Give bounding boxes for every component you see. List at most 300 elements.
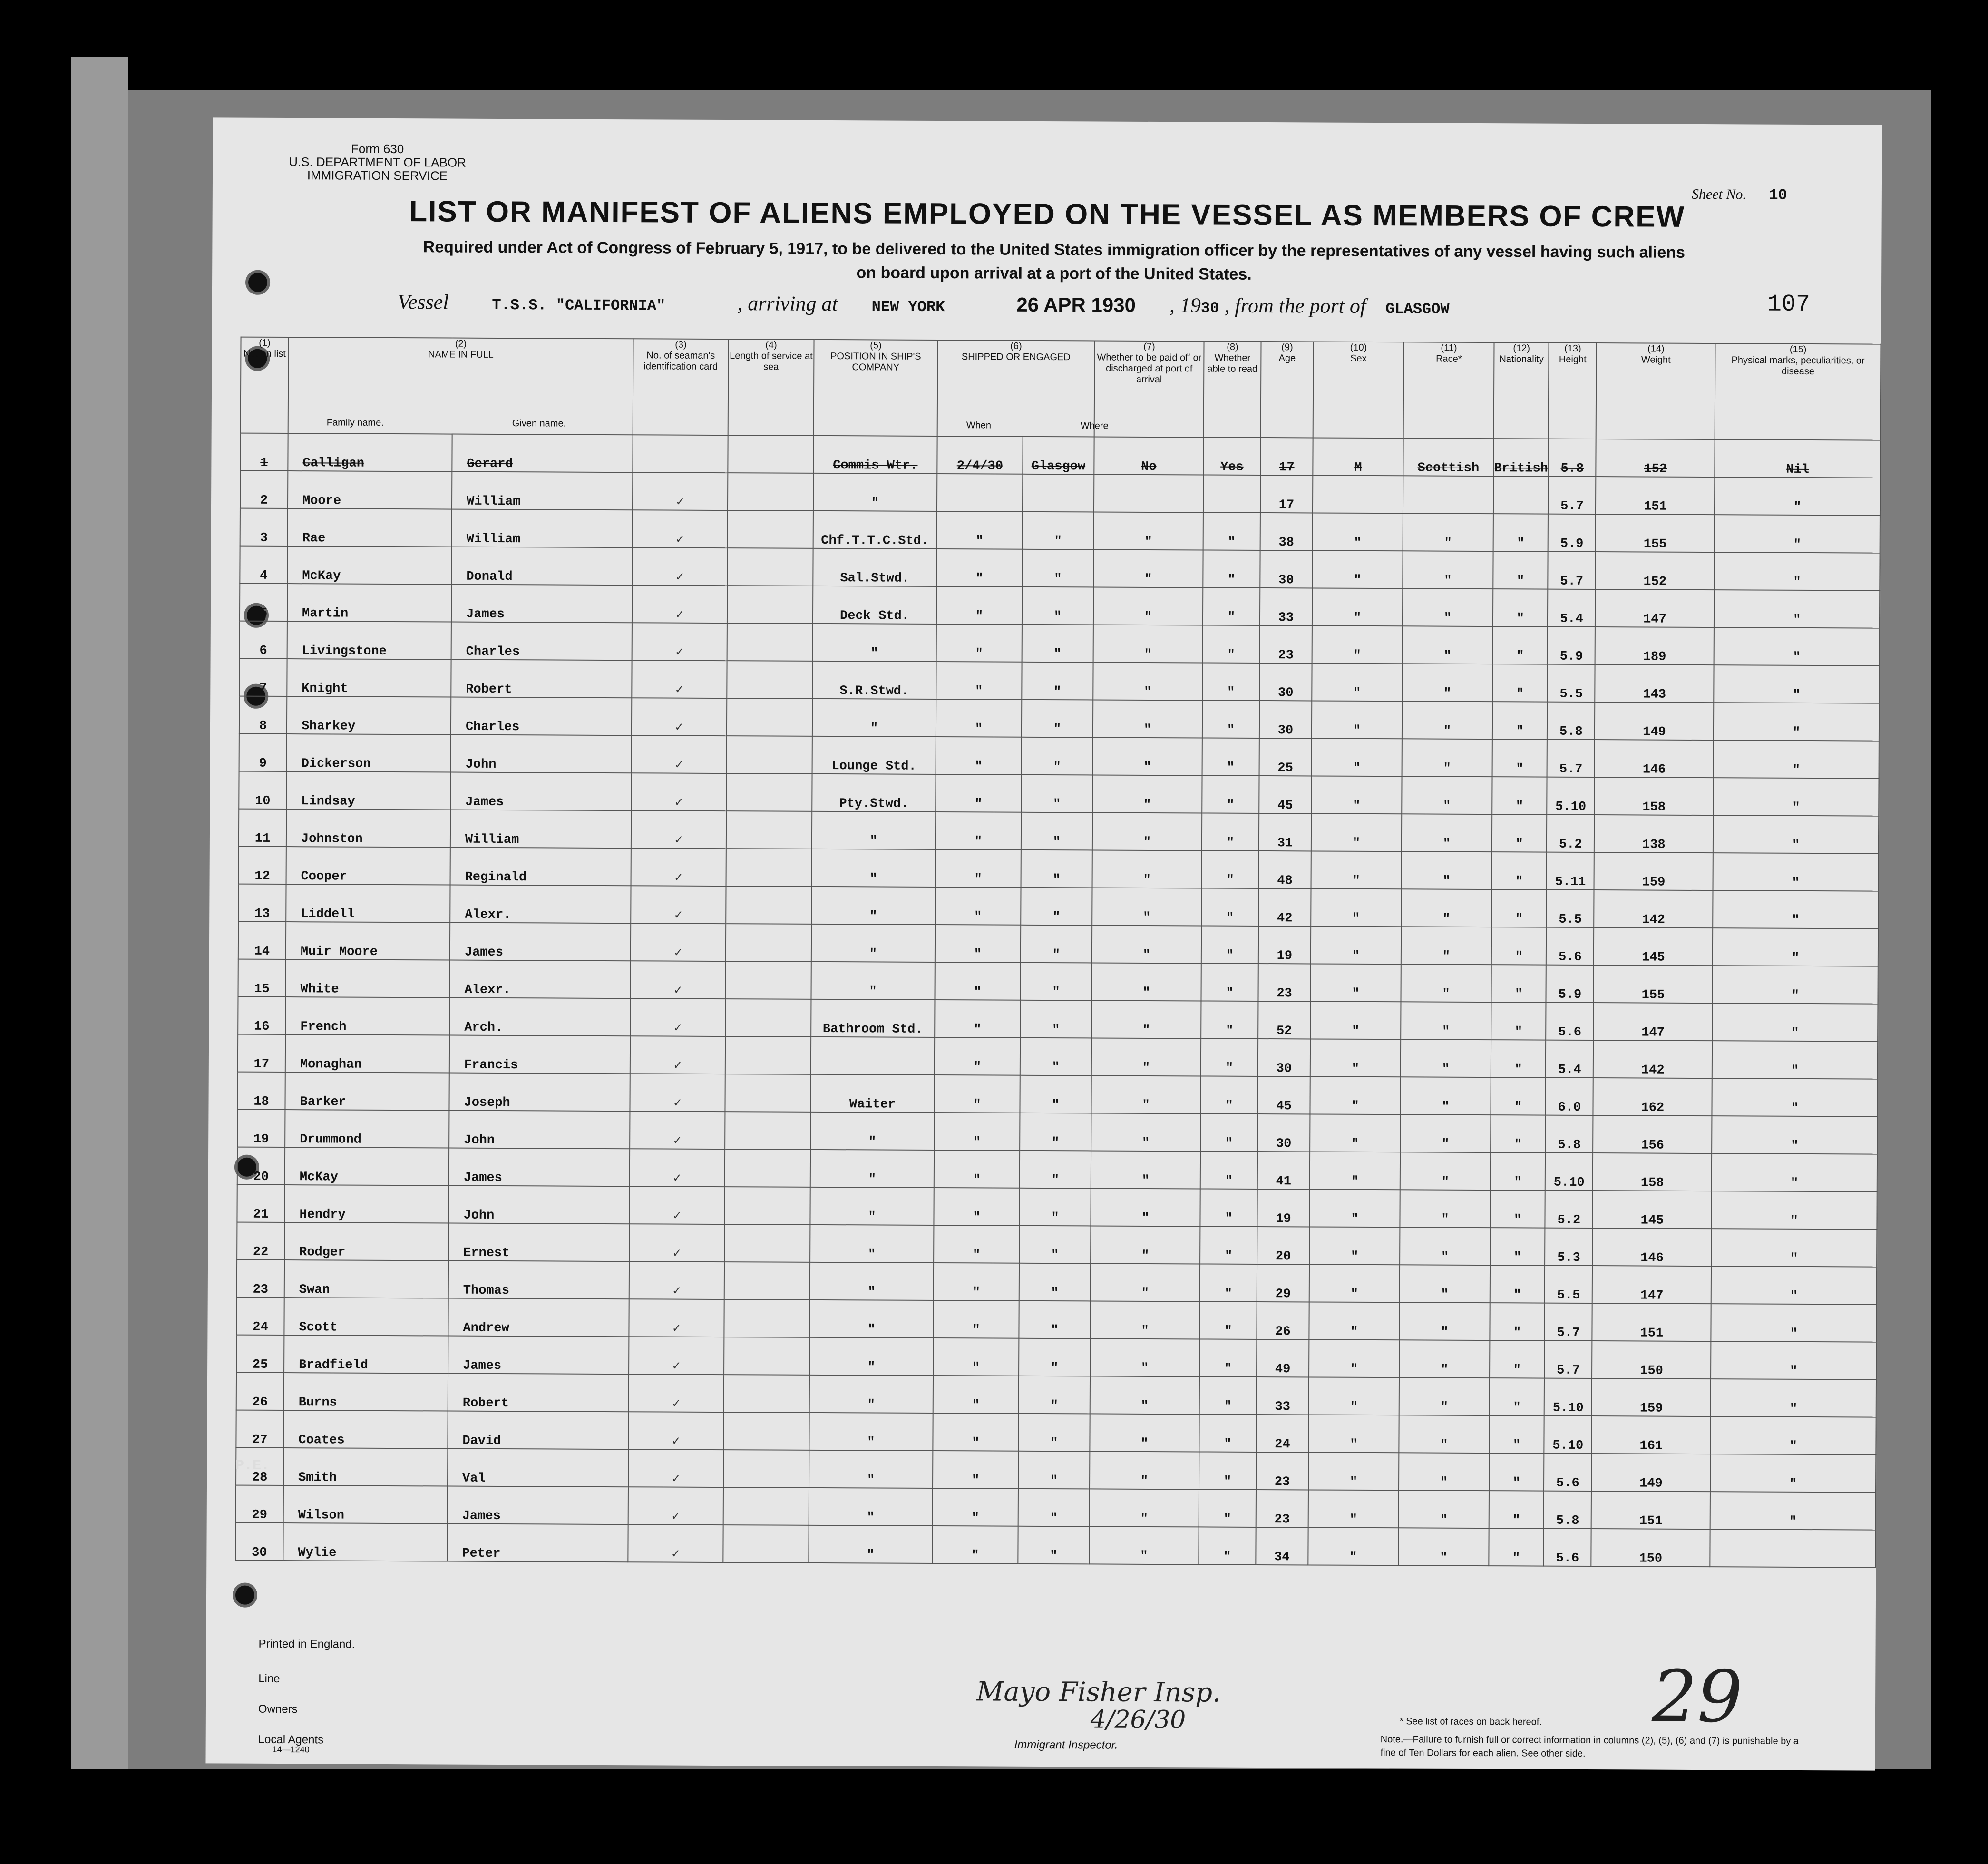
shipped-where: " xyxy=(1019,1301,1090,1339)
service-length xyxy=(724,1224,810,1262)
given-name: William xyxy=(452,472,633,510)
paid-off: " xyxy=(1092,850,1202,888)
race: " xyxy=(1400,1190,1490,1228)
service-length xyxy=(725,961,811,999)
paid-off: " xyxy=(1094,512,1203,550)
age: 23 xyxy=(1258,964,1310,1001)
sex xyxy=(1313,475,1403,513)
shipped-when: " xyxy=(934,1075,1020,1113)
paid-off: No xyxy=(1094,437,1203,475)
shipped-when: " xyxy=(936,624,1022,662)
family-name: Sharkey xyxy=(287,696,451,735)
id-card-check: ✓ xyxy=(633,472,728,510)
table-row xyxy=(237,1110,1877,1154)
table-row xyxy=(237,1185,1877,1230)
year-value: 30 xyxy=(1200,299,1219,317)
row-number: 29 xyxy=(236,1485,283,1523)
physical-marks: " xyxy=(1713,1003,1878,1042)
given-name: Donald xyxy=(451,547,632,586)
nationality: " xyxy=(1489,1453,1544,1491)
fine-note: Note.—Failure to furnish full or correct information in columns (2), (5), (6) and (7) is punishable by a fine of Ten Dollars for each alien. See other side. xyxy=(1380,1734,1799,1759)
shipped-when: " xyxy=(936,737,1022,775)
race: " xyxy=(1403,551,1493,589)
height: 5.9 xyxy=(1548,514,1596,552)
nationality: " xyxy=(1491,1152,1546,1191)
age: 30 xyxy=(1259,701,1312,738)
id-card-check: ✓ xyxy=(632,623,727,661)
age: 45 xyxy=(1257,1076,1310,1114)
family-name: Martin xyxy=(287,584,451,622)
family-name: Moore xyxy=(288,471,452,509)
family-name: Dickerson xyxy=(287,734,451,772)
shipped-when: " xyxy=(933,1451,1018,1489)
paid-off: " xyxy=(1090,1301,1199,1339)
shipped-where: " xyxy=(1018,1414,1090,1452)
able-to-read: " xyxy=(1202,738,1259,776)
col-where: Where xyxy=(1080,420,1109,431)
paid-off: " xyxy=(1090,1338,1199,1376)
age: 30 xyxy=(1257,1114,1310,1152)
shipped-where: " xyxy=(1022,737,1093,775)
row-number: 14 xyxy=(238,922,286,959)
nationality: " xyxy=(1490,1190,1545,1228)
sex: " xyxy=(1310,1001,1401,1039)
weight: 151 xyxy=(1592,1303,1711,1341)
able-to-read: " xyxy=(1199,1527,1256,1565)
table-row xyxy=(236,1373,1876,1417)
weight: 146 xyxy=(1595,740,1714,778)
age: 34 xyxy=(1256,1527,1308,1565)
handwritten-total: 29 xyxy=(1651,1655,1743,1739)
sex: " xyxy=(1309,1377,1399,1415)
position: " xyxy=(811,924,935,962)
weight: 151 xyxy=(1596,477,1715,515)
shipped-when: " xyxy=(933,1338,1019,1376)
table-row xyxy=(236,1335,1876,1380)
sex: " xyxy=(1309,1189,1400,1227)
able-to-read xyxy=(1203,475,1260,513)
able-to-read: " xyxy=(1202,850,1259,888)
sheet-value: 10 xyxy=(1769,186,1787,204)
sex: " xyxy=(1308,1415,1399,1453)
height: 5.9 xyxy=(1546,965,1594,1003)
shipped-where: " xyxy=(1023,512,1094,550)
shipped-where: " xyxy=(1021,850,1092,888)
sex: " xyxy=(1312,625,1403,664)
given-name: William xyxy=(452,509,633,548)
sex: " xyxy=(1312,701,1402,739)
nationality: " xyxy=(1490,1378,1545,1416)
family-name: Lindsay xyxy=(286,771,450,810)
able-to-read: " xyxy=(1200,1113,1257,1152)
position: Sal.Stwd. xyxy=(813,548,936,586)
table-row xyxy=(240,508,1880,553)
race: " xyxy=(1399,1377,1490,1415)
table-row xyxy=(239,809,1879,854)
id-card-check: ✓ xyxy=(629,1337,724,1375)
family-name: Muir Moore xyxy=(286,922,450,960)
col-no: (1) No. on list xyxy=(241,337,289,433)
table-row xyxy=(239,771,1879,816)
sex: M xyxy=(1313,438,1403,476)
family-name: Knight xyxy=(287,659,451,697)
physical-marks: " xyxy=(1712,1078,1878,1117)
weight: 151 xyxy=(1591,1491,1710,1529)
id-card-check: ✓ xyxy=(631,810,726,849)
race-note: * See list of races on back hereof. xyxy=(1399,1716,1542,1727)
department: U.S. DEPARTMENT OF LABOR xyxy=(289,155,466,170)
nationality: British xyxy=(1493,439,1549,477)
physical-marks: " xyxy=(1714,778,1879,816)
height: 5.7 xyxy=(1545,1303,1592,1341)
id-card-check: ✓ xyxy=(629,1224,724,1262)
paid-off: " xyxy=(1090,1451,1199,1489)
owners-label: Owners xyxy=(258,1702,298,1716)
race: " xyxy=(1401,1002,1491,1040)
table-row xyxy=(236,1410,1876,1455)
departure-port: GLASGOW xyxy=(1385,300,1450,318)
col-position: (5) POSITION IN SHIP'S COMPANY xyxy=(814,340,938,436)
id-card-check: ✓ xyxy=(630,1149,725,1187)
position: Bathroom Std. xyxy=(811,999,935,1037)
race: " xyxy=(1399,1453,1489,1491)
physical-marks: " xyxy=(1712,1153,1877,1192)
position: " xyxy=(810,1150,934,1188)
id-card-check: ✓ xyxy=(631,773,726,811)
age: 19 xyxy=(1257,1189,1309,1227)
given-name: John xyxy=(449,1111,630,1149)
row-number: 12 xyxy=(239,847,286,884)
service-length xyxy=(726,849,812,887)
service-length xyxy=(725,1074,810,1112)
position: Waiter xyxy=(810,1074,934,1113)
sex: " xyxy=(1312,550,1403,588)
shipped-where: " xyxy=(1018,1451,1090,1489)
row-number: 28 xyxy=(236,1448,283,1485)
position: Chf.T.T.C.Std. xyxy=(813,511,937,549)
weight: 142 xyxy=(1594,890,1713,928)
sheet-label: Sheet No. xyxy=(1691,186,1746,203)
shipped-when: " xyxy=(936,774,1021,812)
table-row xyxy=(239,659,1879,703)
service-length xyxy=(723,1487,809,1525)
col-marks: (15) Physical marks, peculiarities, or disease xyxy=(1715,343,1881,440)
weight: 146 xyxy=(1592,1228,1711,1266)
family-name: Bradfield xyxy=(284,1335,448,1374)
col-service: (4) Length of service at sea xyxy=(728,339,814,436)
row-number: 10 xyxy=(239,771,286,809)
given-name: James xyxy=(449,1148,630,1187)
service-length xyxy=(725,999,811,1037)
family-name: Cooper xyxy=(286,847,450,885)
height: 5.10 xyxy=(1544,1378,1592,1416)
physical-marks: " xyxy=(1711,1266,1877,1305)
shipped-when: " xyxy=(937,511,1023,549)
service-length xyxy=(728,435,813,473)
row-number: 3 xyxy=(240,508,288,546)
height: 5.10 xyxy=(1547,777,1595,815)
shipped-where: " xyxy=(1021,888,1092,926)
nationality: " xyxy=(1492,739,1548,777)
weight: 161 xyxy=(1592,1416,1711,1454)
service-length xyxy=(725,1112,810,1150)
family-name: Scott xyxy=(284,1298,448,1336)
age: 23 xyxy=(1256,1452,1308,1490)
service-length xyxy=(728,510,813,548)
weight: 150 xyxy=(1591,1529,1710,1567)
physical-marks: " xyxy=(1711,1229,1877,1267)
age: 19 xyxy=(1258,926,1311,964)
sex: " xyxy=(1311,926,1401,964)
position: " xyxy=(810,1112,934,1150)
nationality: " xyxy=(1490,1265,1545,1303)
nationality: " xyxy=(1493,514,1549,552)
row-number: 20 xyxy=(237,1147,285,1185)
manifest-sheet xyxy=(205,117,1882,1770)
age: 26 xyxy=(1257,1302,1309,1339)
row-number: 13 xyxy=(238,884,286,922)
physical-marks: " xyxy=(1713,966,1878,1004)
id-card-check: ✓ xyxy=(630,1036,725,1074)
shipped-when: " xyxy=(936,849,1021,888)
col-name xyxy=(288,337,633,435)
height: 5.2 xyxy=(1547,815,1594,852)
race xyxy=(1403,476,1493,514)
able-to-read: " xyxy=(1203,550,1260,588)
shipped-when: 2/4/30 xyxy=(937,436,1023,474)
weight: 162 xyxy=(1593,1078,1712,1116)
shipped-where: " xyxy=(1021,775,1092,813)
family-name: White xyxy=(286,959,450,998)
age: 31 xyxy=(1259,813,1311,851)
nationality: " xyxy=(1490,1228,1545,1266)
row-number: 16 xyxy=(238,997,285,1034)
row-number: 6 xyxy=(240,621,287,659)
row-number: 23 xyxy=(237,1260,284,1298)
shipped-where: " xyxy=(1022,662,1093,700)
position: " xyxy=(812,849,936,887)
sex: " xyxy=(1309,1302,1399,1340)
service-length xyxy=(723,1525,809,1563)
row-number: 22 xyxy=(237,1222,284,1260)
paid-off: " xyxy=(1093,549,1203,587)
given-name: Reginald xyxy=(450,848,631,886)
height: 5.7 xyxy=(1547,740,1595,777)
vessel-line xyxy=(398,290,1450,319)
sex: " xyxy=(1311,851,1402,889)
service-length xyxy=(727,548,813,586)
able-to-read: " xyxy=(1201,963,1258,1001)
service-length xyxy=(726,924,811,962)
physical-marks: " xyxy=(1713,890,1879,929)
service-length xyxy=(726,811,812,849)
physical-marks: " xyxy=(1713,928,1878,966)
nationality: " xyxy=(1492,702,1548,740)
form-header xyxy=(289,142,466,183)
shipped-when: " xyxy=(936,662,1022,700)
paid-off: " xyxy=(1092,812,1202,850)
height: 6.0 xyxy=(1546,1078,1593,1115)
shipped-when: " xyxy=(934,1188,1019,1226)
shipped-where: " xyxy=(1022,700,1093,738)
col-weight: (14) Weight xyxy=(1596,343,1715,439)
table-row xyxy=(237,1222,1877,1267)
col-shipped-label: (6) SHIPPED OR ENGAGED xyxy=(961,341,1071,363)
shipped-when: " xyxy=(935,925,1021,963)
weight: 189 xyxy=(1595,627,1714,665)
sex: " xyxy=(1309,1264,1400,1302)
given-name: James xyxy=(451,585,632,623)
table-row xyxy=(238,922,1878,966)
race: " xyxy=(1399,1415,1489,1453)
table-row xyxy=(236,1448,1876,1493)
service-length xyxy=(724,1337,809,1375)
position: " xyxy=(811,962,935,1000)
given-name: Gerard xyxy=(452,434,633,473)
age: 23 xyxy=(1260,625,1312,663)
table-row xyxy=(236,1485,1876,1530)
sex: " xyxy=(1311,776,1402,814)
row-number: 7 xyxy=(239,659,287,696)
able-to-read: " xyxy=(1203,512,1260,550)
able-to-read: " xyxy=(1200,1151,1257,1189)
height: 5.6 xyxy=(1544,1454,1591,1491)
nationality: " xyxy=(1490,1340,1545,1378)
row-number: 30 xyxy=(235,1523,283,1561)
col-given: Given name. xyxy=(512,418,566,429)
shipped-where: " xyxy=(1020,1075,1091,1113)
family-name: Hendry xyxy=(284,1185,448,1223)
nationality: " xyxy=(1493,589,1548,627)
footer-labels xyxy=(258,1664,324,1756)
family-name: Rodger xyxy=(284,1222,448,1261)
given-name: Francis xyxy=(449,1035,630,1074)
position: " xyxy=(811,887,935,925)
weight: 152 xyxy=(1596,439,1715,477)
arrival-date-stamp: 26 APR 1930 xyxy=(1016,293,1136,316)
given-name: Joseph xyxy=(449,1073,630,1112)
id-card-check: ✓ xyxy=(631,848,726,886)
weight: 147 xyxy=(1595,589,1714,627)
nationality: " xyxy=(1489,1528,1544,1566)
col-name-label: (2) NAME IN FULL xyxy=(428,338,494,360)
service: IMMIGRATION SERVICE xyxy=(307,168,448,183)
shipped-where: " xyxy=(1019,1376,1090,1414)
sex: " xyxy=(1310,964,1401,1002)
physical-marks: " xyxy=(1711,1416,1876,1455)
id-card-check: ✓ xyxy=(630,961,725,999)
height: 5.9 xyxy=(1548,627,1595,664)
row-number: 11 xyxy=(239,809,286,847)
agents-label: Local Agents xyxy=(258,1733,324,1747)
table-row xyxy=(238,997,1878,1042)
weight: 142 xyxy=(1593,1040,1712,1078)
shipped-when: " xyxy=(934,1150,1020,1188)
able-to-read: " xyxy=(1199,1452,1256,1490)
service-length xyxy=(727,736,812,774)
table-header-row xyxy=(241,337,1881,440)
table-row xyxy=(237,1260,1877,1305)
row-number: 9 xyxy=(239,734,287,771)
nationality: " xyxy=(1489,1415,1544,1454)
height: 5.7 xyxy=(1544,1341,1592,1378)
age: 48 xyxy=(1259,851,1311,888)
col-race: (11) Race* xyxy=(1403,342,1494,439)
col-nationality: (12) Nationality xyxy=(1494,342,1549,439)
shipped-when: " xyxy=(935,962,1020,1000)
table-row xyxy=(239,696,1879,741)
given-name: Val xyxy=(448,1449,628,1487)
id-card-check: ✓ xyxy=(629,1186,724,1224)
race: " xyxy=(1400,1077,1491,1115)
shipped-when: " xyxy=(936,549,1022,587)
race: " xyxy=(1402,851,1492,889)
race: " xyxy=(1402,701,1492,739)
height: 5.6 xyxy=(1546,927,1594,965)
row-number: 26 xyxy=(236,1373,284,1410)
age: 29 xyxy=(1257,1264,1309,1302)
form-code: 14—1240 xyxy=(272,1744,310,1755)
race: " xyxy=(1399,1302,1490,1340)
col-read: (8) Whether able to read xyxy=(1204,341,1261,438)
id-card-check: ✓ xyxy=(629,1299,724,1337)
service-length xyxy=(726,886,811,924)
id-card-check: ✓ xyxy=(629,1374,724,1412)
table-row xyxy=(237,1072,1877,1117)
position: " xyxy=(809,1525,932,1563)
able-to-read: " xyxy=(1199,1376,1257,1415)
shipped-where: " xyxy=(1020,1000,1091,1038)
nationality: " xyxy=(1491,927,1547,965)
race: " xyxy=(1400,1152,1491,1190)
age: 33 xyxy=(1260,588,1312,625)
paid-off: " xyxy=(1091,1000,1201,1038)
position: Deck Std. xyxy=(813,586,936,624)
able-to-read: " xyxy=(1201,1038,1258,1076)
physical-marks: " xyxy=(1713,815,1879,854)
row-number: 8 xyxy=(239,696,287,734)
vessel-name: T.S.S. "CALIFORNIA" xyxy=(492,296,666,315)
page-subtitle: Required under Act of Congress of February 5, 1917, to be delivered to the United States immigration officer by the representatives of any vessel having such aliens on board upon arrival at a port of the United States. xyxy=(423,238,1686,283)
table-row xyxy=(238,1034,1878,1079)
paid-off: " xyxy=(1092,925,1201,963)
position: " xyxy=(810,1262,934,1300)
weight: 143 xyxy=(1595,664,1714,703)
col-paid-off: (7) Whether to be paid off or discharged at port of arrival xyxy=(1094,341,1204,437)
race: " xyxy=(1401,964,1491,1002)
given-name: John xyxy=(451,735,632,773)
row-number: 5 xyxy=(240,584,287,621)
position: " xyxy=(809,1300,933,1338)
physical-marks: " xyxy=(1714,703,1879,741)
race: " xyxy=(1403,626,1493,664)
sex: " xyxy=(1312,738,1402,776)
service-length xyxy=(723,1450,809,1488)
col-sex: (10) Sex xyxy=(1313,342,1404,438)
position: " xyxy=(809,1450,933,1488)
weight: 155 xyxy=(1596,514,1715,552)
physical-marks: " xyxy=(1715,515,1880,553)
able-to-read: " xyxy=(1200,1189,1257,1227)
position: " xyxy=(809,1337,933,1376)
position: " xyxy=(813,624,936,662)
table-row xyxy=(238,884,1878,929)
service-length xyxy=(725,1036,811,1074)
height: 5.4 xyxy=(1548,589,1595,627)
col-family: Family name. xyxy=(326,417,384,428)
physical-marks: " xyxy=(1711,1304,1877,1342)
height: 5.2 xyxy=(1545,1191,1593,1228)
